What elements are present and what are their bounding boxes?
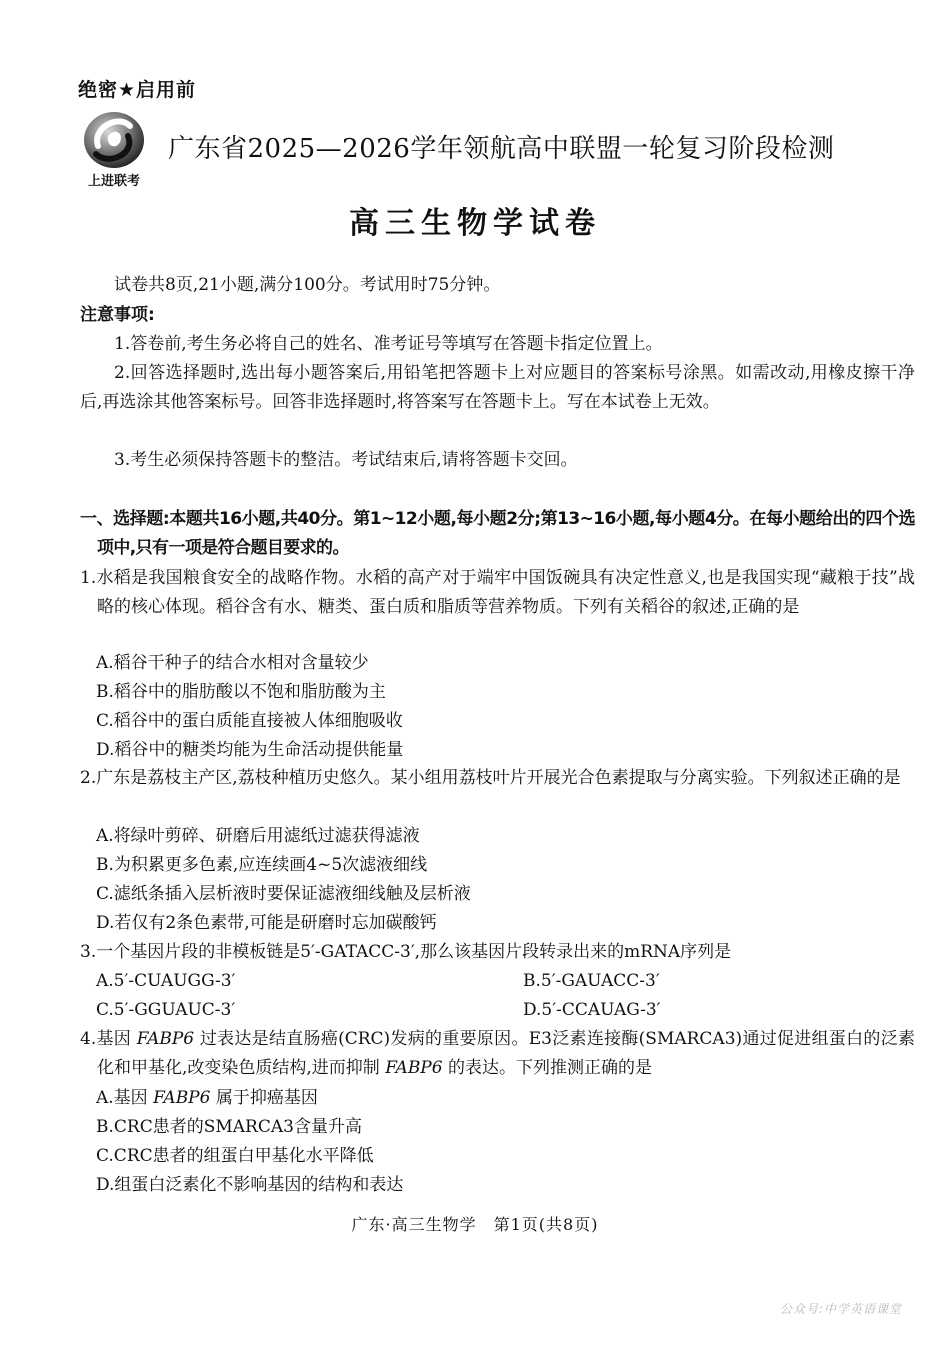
notice-heading: 注意事项: xyxy=(80,305,155,325)
page-footer: 广东·高三生物学 第1页(共8页) xyxy=(351,1215,599,1234)
exam-title: 广东省2025—2026学年领航高中联盟一轮复习阶段检测 xyxy=(168,134,835,164)
confidential-mark: 绝密★启用前 xyxy=(78,79,197,101)
notice-item-2: 2.回答选择题时,选出每小题答案后,用铅笔把答题卡上对应题目的答案标号涂黑。如需改动,用橡皮擦干净后,再选涂其他答案标号。回答非选择题时,将答案写在答题卡上。写在本试卷上无效。 xyxy=(80,363,915,412)
subject-title: 高三生物学试卷 xyxy=(349,206,601,241)
question-4-option-c: C.CRC患者的组蛋白甲基化水平降低 xyxy=(96,1146,374,1166)
question-4-option-d: D.组蛋白泛素化不影响基因的结构和表达 xyxy=(96,1175,404,1195)
logo-text: 上进联考 xyxy=(87,174,140,189)
question-3-option-b: B.5′-GAUACC-3′ xyxy=(523,971,660,991)
question-4-option-a xyxy=(96,1084,318,1113)
watermark: 公众号:中学英语课堂 xyxy=(779,1302,902,1316)
question-2-option-d: D.若仅有2条色素带,可能是研磨时忘加碳酸钙 xyxy=(96,913,437,933)
question-3-option-a: A.5′-CUAUGG-3′ xyxy=(96,971,236,991)
question-2-option-a: A.将绿叶剪碎、研磨后用滤纸过滤获得滤液 xyxy=(96,826,420,846)
question-4-option-a-suffix: 属于抑癌基因 xyxy=(215,1088,318,1108)
question-3-option-d: D.5′-CCAUAG-3′ xyxy=(523,1000,661,1020)
question-1-option-c: C.稻谷中的蛋白质能直接被人体细胞吸收 xyxy=(96,711,403,731)
question-4-stem-part1: 4.基因 xyxy=(80,1029,132,1049)
question-1-option-b: B.稻谷中的脂肪酸以不饱和脂肪酸为主 xyxy=(96,682,386,702)
question-1-option-a: A.稻谷干种子的结合水相对含量较少 xyxy=(96,653,369,673)
question-4-option-a-prefix: A.基因 xyxy=(96,1088,148,1108)
question-2-stem: 2.广东是荔枝主产区,荔枝种植历史悠久。某小组用荔枝叶片开展光合色素提取与分离实验。下列叙述正确的是 xyxy=(80,768,901,788)
gene-name: FABP6 xyxy=(153,1088,211,1108)
question-1-stem: 1.水稻是我国粮食安全的战略作物。水稻的高产对于端牢中国饭碗具有决定性意义,也是我国实现“藏粮于技”战略的核心体现。稻谷含有水、糖类、蛋白质和脂质等营养物质。下列有关稻谷的叙述,正确的是 xyxy=(80,568,915,617)
question-4-stem-part3: 的表达。下列推测正确的是 xyxy=(447,1058,652,1078)
publisher-logo xyxy=(78,106,150,192)
logo-emblem-icon xyxy=(78,106,150,172)
question-4-stem xyxy=(80,1025,915,1083)
notice-item-3: 3.考生必须保持答题卡的整洁。考试结束后,请将答题卡交回。 xyxy=(114,450,578,470)
notice-item-1: 1.答卷前,考生务必将自己的姓名、准考证号等填写在答题卡指定位置上。 xyxy=(114,334,663,354)
question-3-option-c: C.5′-GGUAUC-3′ xyxy=(96,1000,236,1020)
question-3-stem: 3.一个基因片段的非模板链是5′-GATACC-3′,那么该基因片段转录出来的mRNA序列是 xyxy=(80,942,732,962)
gene-name: FABP6 xyxy=(385,1058,443,1078)
gene-name: FABP6 xyxy=(136,1029,195,1049)
section-heading: 一、选择题:本题共16小题,共40分。第1~12小题,每小题2分;第13~16小题,每小题4分。在每小题给出的四个选项中,只有一项是符合题目要求的。 xyxy=(80,509,915,558)
question-4-option-b: B.CRC患者的SMARCA3含量升高 xyxy=(96,1117,362,1137)
question-2-option-c: C.滤纸条插入层析液时要保证滤液细线触及层析液 xyxy=(96,884,471,904)
exam-summary: 试卷共8页,21小题,满分100分。考试用时75分钟。 xyxy=(114,275,501,295)
question-2-option-b: B.为积累更多色素,应连续画4~5次滤液细线 xyxy=(96,855,428,875)
question-4-stem-part2: 过表达是结直肠癌(CRC)发病的重要原因。E3泛素连接酶(SMARCA3)通过促进组蛋白的泛素化和甲基化,改变染色质结构,进而抑制 xyxy=(97,1029,916,1078)
question-1-option-d: D.稻谷中的糖类均能为生命活动提供能量 xyxy=(96,740,404,760)
